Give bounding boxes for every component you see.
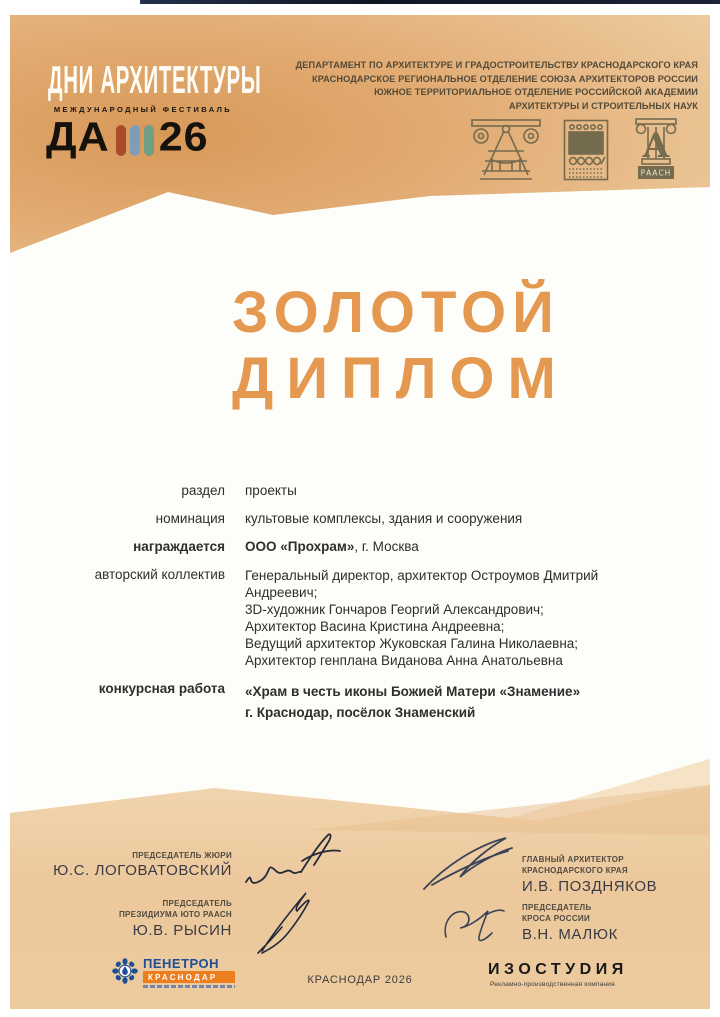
field-value-awarded [245,539,705,554]
field-label-awarded: награждается [133,539,225,554]
signature-title-krosa-chair1: ПРЕДСЕДАТЕЛЬ [522,903,592,912]
penetron-name: ПЕНЕТРОН [143,956,220,971]
festival-logo-bars-icon [116,125,154,156]
event-city-year: КРАСНОДАР 2026 [307,974,413,986]
penetron-city: КРАСНОДАР [143,971,235,983]
architecture-capital-emblem-icon [468,117,544,183]
diploma-title-line1: ЗОЛОТОЙ [232,280,560,345]
diploma-title-line2: ДИПЛОМ [232,346,569,411]
raasn-label: РААСН [640,168,672,178]
awarded-company: ООО «Прохрам» [245,539,355,554]
festival-logo-title: ДНИ АРХИТЕКТУРЫ [48,59,262,102]
author-line: Архитектор Васина Кристина Андреевна; [245,619,505,634]
izostudia-tagline: Рекламно-производственная компания [490,981,615,988]
scan-edge-artifact [140,0,720,4]
union-of-architects-emblem-icon [563,119,609,181]
author-line: Ведущий архитектор Жуковская Галина Николаевна; [245,636,579,651]
signature-name-logovatovsky: Ю.С. ЛОГОВАТОВСКИЙ [53,862,232,879]
author-line: 3D-художник Гончаров Георгий Александрович; [245,602,544,617]
signature-title-krosa-chair2: КРОСА РОССИИ [522,914,591,923]
author-line: Генеральный директор, архитектор Остроумов Дмитрий [245,568,599,583]
signature-malyuk-icon [434,901,514,956]
signature-title-presidium-chair2: ПРЕЗИДИУМА ЮТО РААСН [119,910,232,919]
signature-rysin-icon [248,883,328,958]
signature-title-jury-chair: ПРЕДСЕДАТЕЛЬ ЖЮРИ [132,851,232,860]
logo-bar-blue [130,125,140,156]
organizer-line: ДЕПАРТАМЕНТ ПО АРХИТЕКТУРЕ И ГРАДОСТРОИТЕЛЬСТВУ КРАСНОДАРСКОГО КРАЯ [295,60,698,70]
organizer-line: КРАСНОДАРСКОЕ РЕГИОНАЛЬНОЕ ОТДЕЛЕНИЕ СОЮЗА АРХИТЕКТОРОВ РОССИИ [312,73,698,84]
logo-bar-rust [116,125,126,156]
signature-pozdnyakov-icon [418,833,523,903]
logo-bar-green [144,125,154,156]
svg-text:А: А [642,126,670,166]
signature-title-chief-architect1: ГЛАВНЫЙ АРХИТЕКТОР [522,855,624,864]
awarded-city: , г. Москва [354,539,419,554]
organizer-line: АРХИТЕКТУРЫ И СТРОИТЕЛЬНЫХ НАУК [508,100,698,111]
signature-title-chief-architect2: КРАСНОДАРСКОГО КРАЯ [522,866,628,875]
signature-name-malyuk: В.Н. МАЛЮК [522,926,618,943]
certificate [10,15,710,1009]
signature-name-pozdnyakov: И.В. ПОЗДНЯКОВ [522,878,658,895]
field-value-nomination: культовые комплексы, здания и сооружения [245,511,523,526]
work-line: «Храм в честь иконы Божией Матери «Знамение» [245,684,581,699]
festival-logo-mark [46,114,209,160]
field-label-authors: авторский коллектив [94,567,225,582]
author-line: Архитектор генплана Виданова Анна Анатольевна [245,653,563,668]
author-line: Андреевич; [245,585,318,600]
organizer-lines [296,59,698,113]
signature-name-rysin: Ю.В. РЫСИН [132,922,232,939]
festival-logo-year: 26 [158,114,209,160]
signature-title-presidium-chair1: ПРЕДСЕДАТЕЛЬ [162,899,232,908]
field-value-authors [245,567,705,669]
festival-logo-subtitle: МЕЖДУНАРОДНЫЙ ФЕСТИВАЛЬ [53,105,233,114]
raasn-emblem-icon [630,115,682,185]
field-label-nomination: номинация [155,511,225,526]
work-line: г. Краснодар, посёлок Знаменский [245,705,476,720]
field-label-section: раздел [181,483,225,498]
field-value-section: проекты [245,483,297,498]
field-label-work: конкурсная работа [98,681,225,696]
izostudia-logo: ИЗОСТУDИЯ [488,961,628,978]
festival-logo-abbr: ДА [46,114,110,160]
field-value-work [245,681,705,723]
organizer-line: ЮЖНОЕ ТЕРРИТОРИАЛЬНОЕ ОТДЕЛЕНИЕ РОССИЙСКОЙ АКАДЕМИИ [374,87,698,98]
